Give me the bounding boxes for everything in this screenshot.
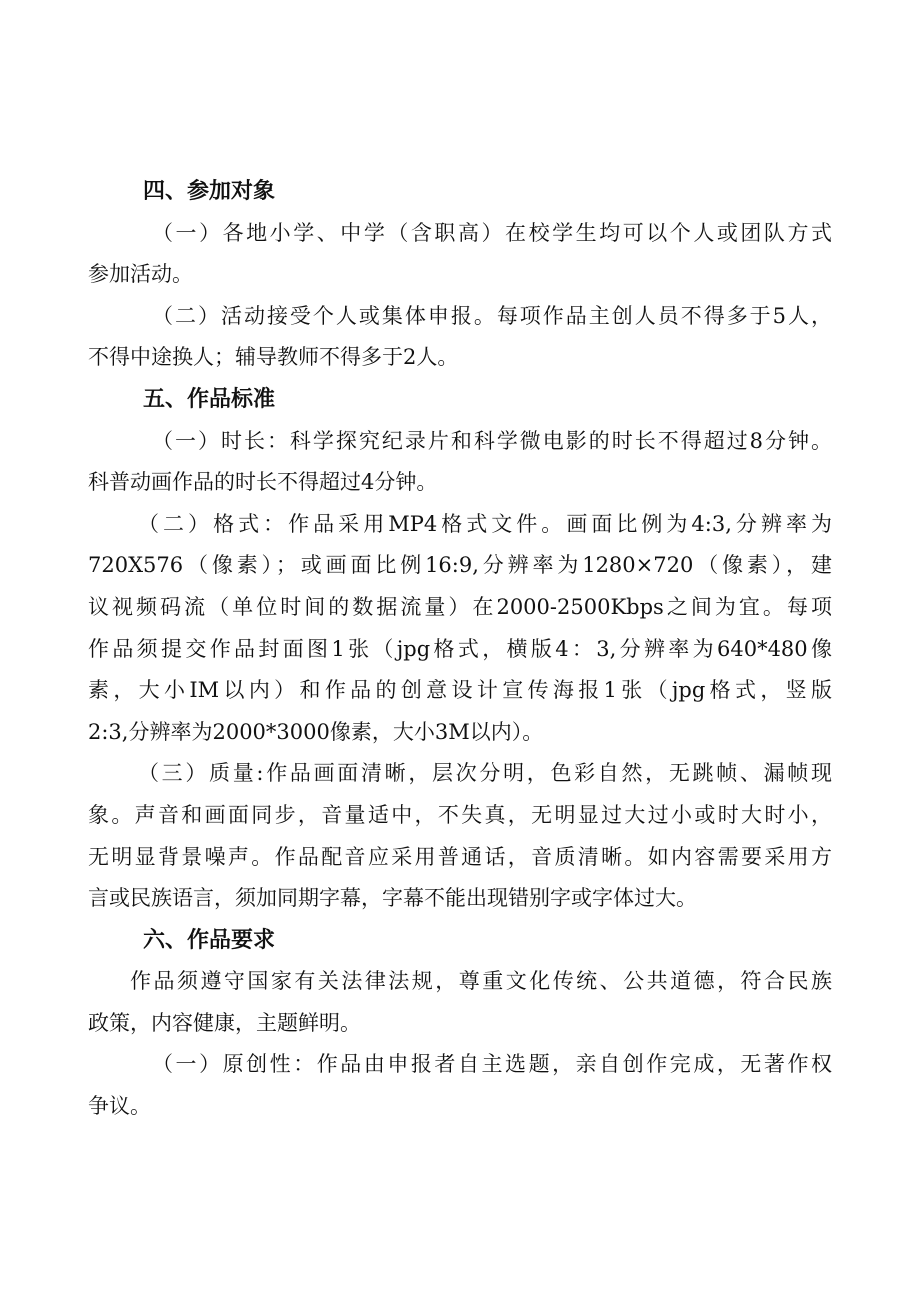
paragraph-line: 作品须遵守国家有关法律法规，尊重文化传统、公共道德，符合民族 — [130, 969, 832, 994]
paragraph-line: 作品须提交作品封面图1张（jpg格式，横版4：3,分辨率为640*480像 — [88, 636, 832, 661]
paragraph-line: 科普动画作品的时长不得超过4分钟。 — [88, 470, 438, 495]
paragraph-line: 720X576（像素）；或画面比例16:9,分辨率为1280×720（像素），建 — [88, 553, 832, 578]
paragraph-line: 言或民族语言，须加同期字幕，字幕不能出现错别字或字体过大。 — [88, 886, 697, 911]
paragraph-line: 不得中途换人；辅导教师不得多于2人。 — [88, 345, 459, 370]
document-page — [88, 171, 832, 1128]
paragraph-line: 素，大小IM以内）和作品的创意设计宣传海报1张（jpg格式，竖版 — [88, 678, 832, 703]
paragraph-line: （三）质量:作品画面清晰，层次分明，色彩自然，无跳帧、漏帧现 — [138, 761, 832, 786]
section-heading: 六、作品要求 — [143, 927, 276, 953]
paragraph-line: 政策，内容健康，主题鲜明。 — [88, 1010, 361, 1035]
paragraph-line: 无明显背景噪声。作品配音应采用普通话，音质清晰。如内容需要采用方 — [88, 844, 832, 869]
section-heading: 五、作品标准 — [143, 386, 276, 412]
paragraph-line: （一）各地小学、中学（含职高）在校学生均可以个人或团队方式 — [152, 220, 832, 245]
paragraph-line: 2:3,分辨率为2000*3000像素，大小3M以内）。 — [88, 719, 544, 744]
paragraph-line: （一）时长：科学探究纪录片和科学微电影的时长不得超过8分钟。 — [152, 428, 832, 453]
paragraph-line: （一）原创性：作品由申报者自主选题，亲自创作完成，无著作权 — [152, 1052, 832, 1077]
section-heading: 四、参加对象 — [143, 179, 276, 204]
paragraph-line: 参加活动。 — [88, 262, 193, 287]
paragraph-line: 议视频码流（单位时间的数据流量）在2000-2500Kbps之间为宜。每项 — [88, 594, 832, 619]
paragraph-line: （二）活动接受个人或集体申报。每项作品主创人员不得多于5人， — [152, 303, 832, 328]
paragraph-line: （二）格式：作品采用MP4格式文件。画面比例为4:3,分辨率为 — [138, 511, 832, 536]
paragraph-line: 象。声音和画面同步，音量适中，不失真，无明显过大过小或时大时小， — [88, 802, 832, 827]
paragraph-line: 争议。 — [88, 1094, 151, 1119]
